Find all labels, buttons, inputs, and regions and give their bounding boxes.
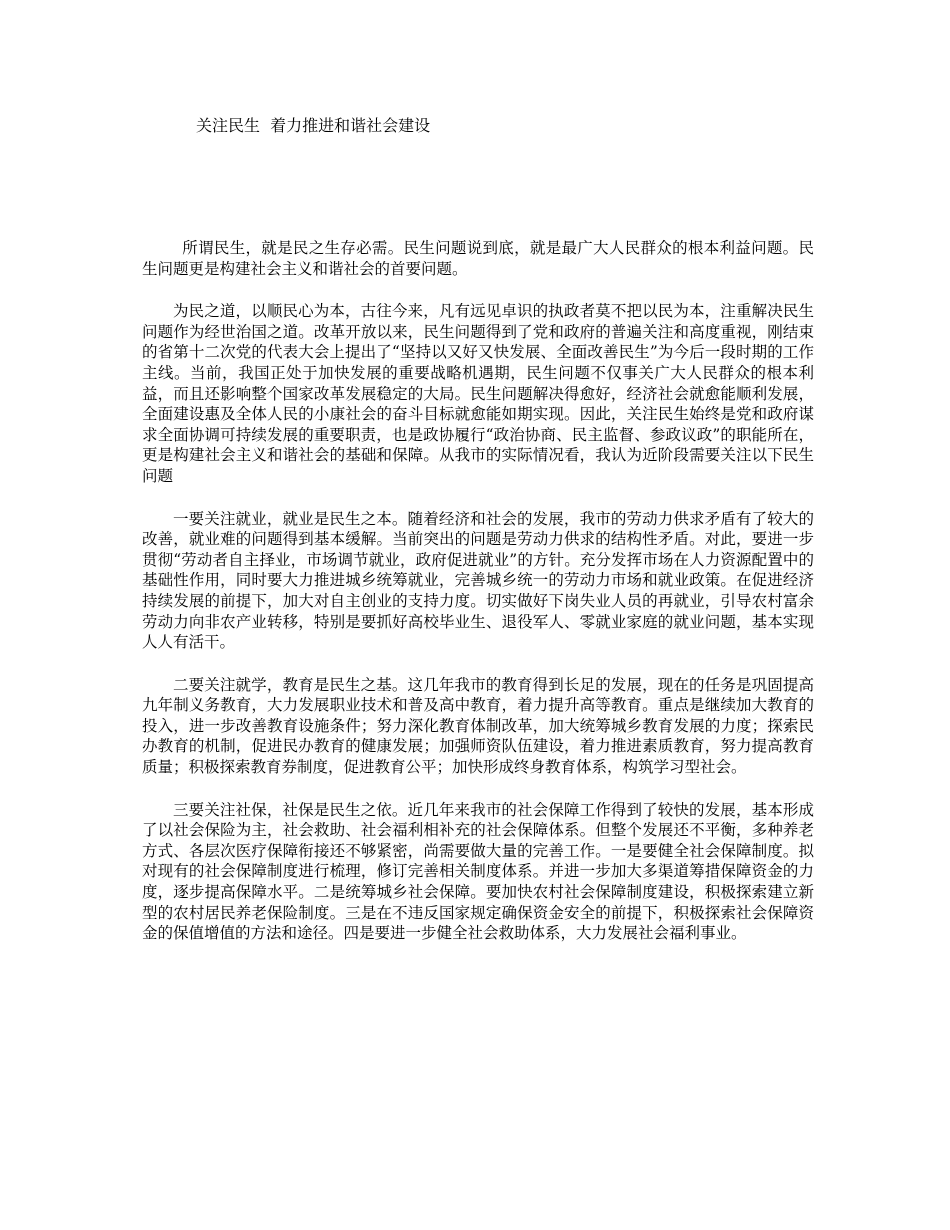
paragraph-definition: 所谓民生，就是民之生存必需。民生问题说到底，就是最广大人民群众的根本利益问题。民生问题更是构建社会主义和谐社会的首要问题。 [142,239,814,278]
paragraph-education: 二要关注就学，教育是民生之基。这几年我市的教育得到长足的发展，现在的任务是巩固提高九年制义务教育，大力发展职业技术和普及高中教育，着力提升高等教育。重点是继续加大教育的投入，进一步改善教育设施条件；努力深化教育体制改革，加大统筹城乡教育发展的力度；探索民办教育的机制，促进民办教育的健康发展；加强师资队伍建设，着力推进素质教育，努力提高教育质量；积极探索教育券制度，促进教育公平；加快形成终身教育体系，构筑学习型社会。 [142,675,814,777]
document-title: 关注民生 着力推进和谐社会建设 [196,116,431,135]
document-body [142,238,814,966]
paragraph-employment: 一要关注就业，就业是民生之本。随着经济和社会的发展，我市的劳动力供求矛盾有了较大的改善，就业难的问题得到基本缓解。当前突出的问题是劳动力供求的结构性矛盾。对此，要进一步贯彻“劳动者自主择业，市场调节就业，政府促进就业”的方针。充分发挥市场在人力资源配置中的基础性作用，同时要大力推进城乡统筹就业，完善城乡统一的劳动力市场和就业政策。在促进经济持续发展的前提下，加大对自主创业的支持力度。切实做好下岗失业人员的再就业，引导农村富余劳动力向非农产业转移，特别是要抓好高校毕业生、退役军人、零就业家庭的就业问题，基本实现人人有活干。 [142,509,814,652]
paragraph-social-security: 三要关注社保，社保是民生之依。近几年来我市的社会保障工作得到了较快的发展，基本形成了以社会保险为主，社会救助、社会福利相补充的社会保障体系。但整个发展还不平衡，多种养老方式、各层次医疗保障衔接还不够紧密，尚需要做大量的完善工作。一是要健全社会保障制度。拟对现有的社会保障制度进行梳理，修订完善相关制度体系。并进一步加大多渠道筹措保障资金的力度，逐步提高保障水平。二是统筹城乡社会保障。要加快农村社会保障制度建设，积极探索建立新型的农村居民养老保险制度。三是在不违反国家规定确保资金安全的前提下，积极探索社会保障资金的保值增值的方法和途径。四是要进一步健全社会救助体系，大力发展社会福利事业。 [142,800,814,943]
paragraph-governance: 为民之道，以顺民心为本，古往今来，凡有远见卓识的执政者莫不把以民为本，注重解决民生问题作为经世治国之道。改革开放以来，民生问题得到了党和政府的普遍关注和高度重视，刚结束的省第十二次党的代表大会上提出了“坚持以又好又快发展、全面改善民生”为今后一段时期的工作主线。当前，我国正处于加快发展的重要战略机遇期，民生问题不仅事关广大人民群众的根本利益，而且还影响整个国家改革发展稳定的大局。民生问题解决得愈好，经济社会就愈能顺利发展，全面建设惠及全体人民的小康社会的奋斗目标就愈能如期实现。因此，关注民生始终是党和政府谋求全面协调可持续发展的重要职责，也是政协履行“政治协商、民主监督、参政议政”的职能所在，更是构建社会主义和谐社会的基础和保障。从我市的实际情况看，我认为近阶段需要关注以下民生问题 [142,302,814,485]
